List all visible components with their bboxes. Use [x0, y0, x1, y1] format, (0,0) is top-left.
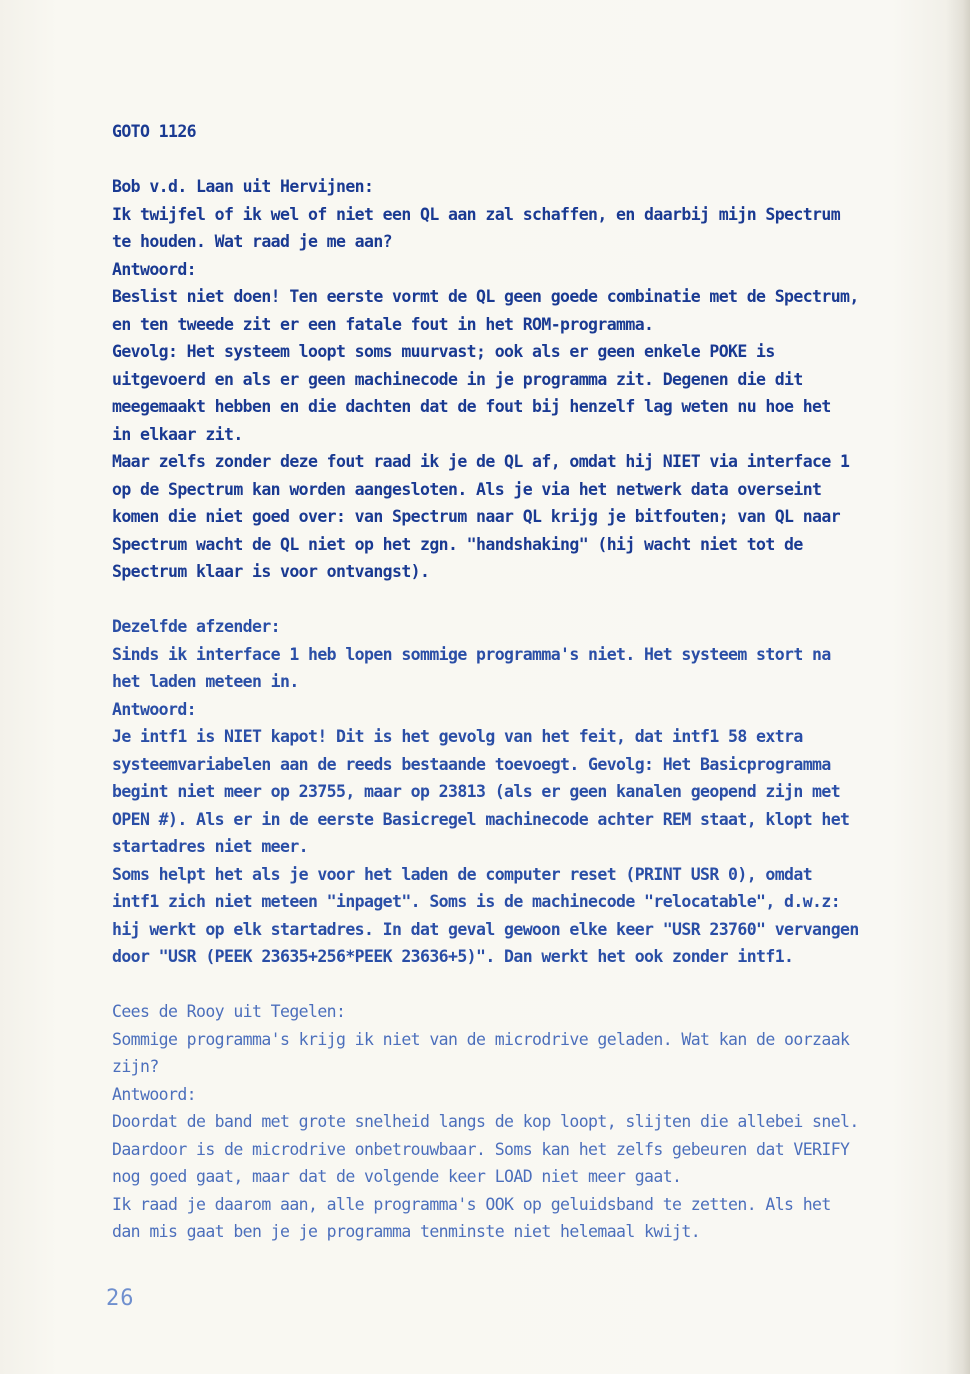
text-line: dan mis gaat ben je je programma tenminste niet helemaal kwijt.: [112, 1222, 701, 1241]
text-line: in elkaar zit.: [112, 424, 243, 444]
text-line: Antwoord:: [112, 699, 197, 719]
text-line: OPEN #). Als er in de eerste Basicregel machinecode achter REM staat, klopt het: [112, 809, 850, 829]
text-line: Sinds ik interface 1 heb lopen sommige programma's niet. Het systeem stort na: [112, 644, 831, 664]
spacer: [112, 586, 912, 614]
page-number: 26: [106, 1286, 135, 1311]
spacer: [112, 971, 912, 999]
text-line: Daardoor is de microdrive onbetrouwbaar. Soms kan het zelfs gebeuren dat VERIFY: [112, 1139, 850, 1159]
text-line: systeemvariabelen aan de reeds bestaande toevoegt. Gevolg: Het Basicprogramma: [112, 754, 831, 774]
heading-goto: GOTO 1126: [112, 122, 197, 141]
text-line: meegemaakt hebben en die dachten dat de fout bij henzelf lag weten nu hoe het: [112, 397, 831, 416]
text-line: en ten tweede zit er een fatale fout in het ROM-programma.: [112, 314, 654, 334]
text-line: Antwoord:: [112, 259, 197, 279]
text-line: Cees de Rooy uit Tegelen:: [112, 1002, 346, 1021]
text-line: intf1 zich niet meteen "inpaget". Soms is de machinecode "relocatable", d.w.z:: [112, 892, 841, 911]
text-line: te houden. Wat raad je me aan?: [112, 232, 393, 251]
section-cees-de-rooy: [112, 998, 912, 1246]
section-dezelfde-afzender: [112, 613, 912, 971]
text-line: Gevolg: Het systeem loopt soms muurvast; ook als er geen enkele POKE is: [112, 342, 775, 361]
text-line: Beslist niet doen! Ten eerste vormt de QL geen goede combinatie met de Spectrum,: [112, 287, 859, 306]
text-line: Doordat de band met grote snelheid langs de kop loopt, slijten die allebei snel.: [112, 1112, 859, 1131]
text-line: het laden meteen in.: [112, 672, 299, 691]
text-line: Spectrum wacht de QL niet op het zgn. "handshaking" (hij wacht niet tot de: [112, 534, 803, 554]
text-line: Ik raad je daarom aan, alle programma's OOK op geluidsband te zetten. Als het: [112, 1194, 831, 1214]
text-line: Je intf1 is NIET kapot! Dit is het gevolg van het feit, dat intf1 58 extra: [112, 727, 803, 746]
text-line: Dezelfde afzender:: [112, 617, 281, 636]
text-line: Ik twijfel of ik wel of niet een QL aan zal schaffen, en daarbij mijn Spectrum: [112, 204, 841, 224]
text-line: hij werkt op elk startadres. In dat geval gewoon elke keer "USR 23760" vervangen: [112, 919, 859, 939]
document-body: [112, 118, 912, 1246]
text-line: Maar zelfs zonder deze fout raad ik je de QL af, omdat hij NIET via interface 1: [112, 452, 850, 471]
text-line: Bob v.d. Laan uit Hervijnen:: [112, 177, 374, 196]
text-line: op de Spectrum kan worden aangesloten. Als je via het netwerk data overseint: [112, 479, 822, 499]
text-line: begint niet meer op 23755, maar op 23813 (als er geen kanalen geopend zijn met: [112, 782, 841, 801]
text-line: Sommige programma's krijg ik niet van de microdrive geladen. Wat kan de oorzaak: [112, 1029, 850, 1049]
text-line: nog goed gaat, maar dat de volgende keer LOAD niet meer gaat.: [112, 1167, 682, 1186]
text-line: door "USR (PEEK 23635+256*PEEK 23636+5)". Dan werkt het ook zonder intf1.: [112, 947, 794, 966]
text-line: Soms helpt het als je voor het laden de computer reset (PRINT USR 0), omdat: [112, 864, 813, 884]
page-edge-shadow: [946, 0, 970, 1374]
text-line: komen die niet goed over: van Spectrum naar QL krijg je bitfouten; van QL naar: [112, 507, 841, 526]
text-line: uitgevoerd en als er geen machinecode in je programma zit. Degenen die dit: [112, 369, 803, 389]
section-bob-vd-laan: [112, 173, 912, 586]
text-line: Antwoord:: [112, 1084, 197, 1104]
text-line: Spectrum klaar is voor ontvangst).: [112, 562, 430, 581]
text-line: zijn?: [112, 1057, 159, 1076]
text-line: startadres niet meer.: [112, 837, 309, 856]
spacer: [112, 146, 912, 174]
